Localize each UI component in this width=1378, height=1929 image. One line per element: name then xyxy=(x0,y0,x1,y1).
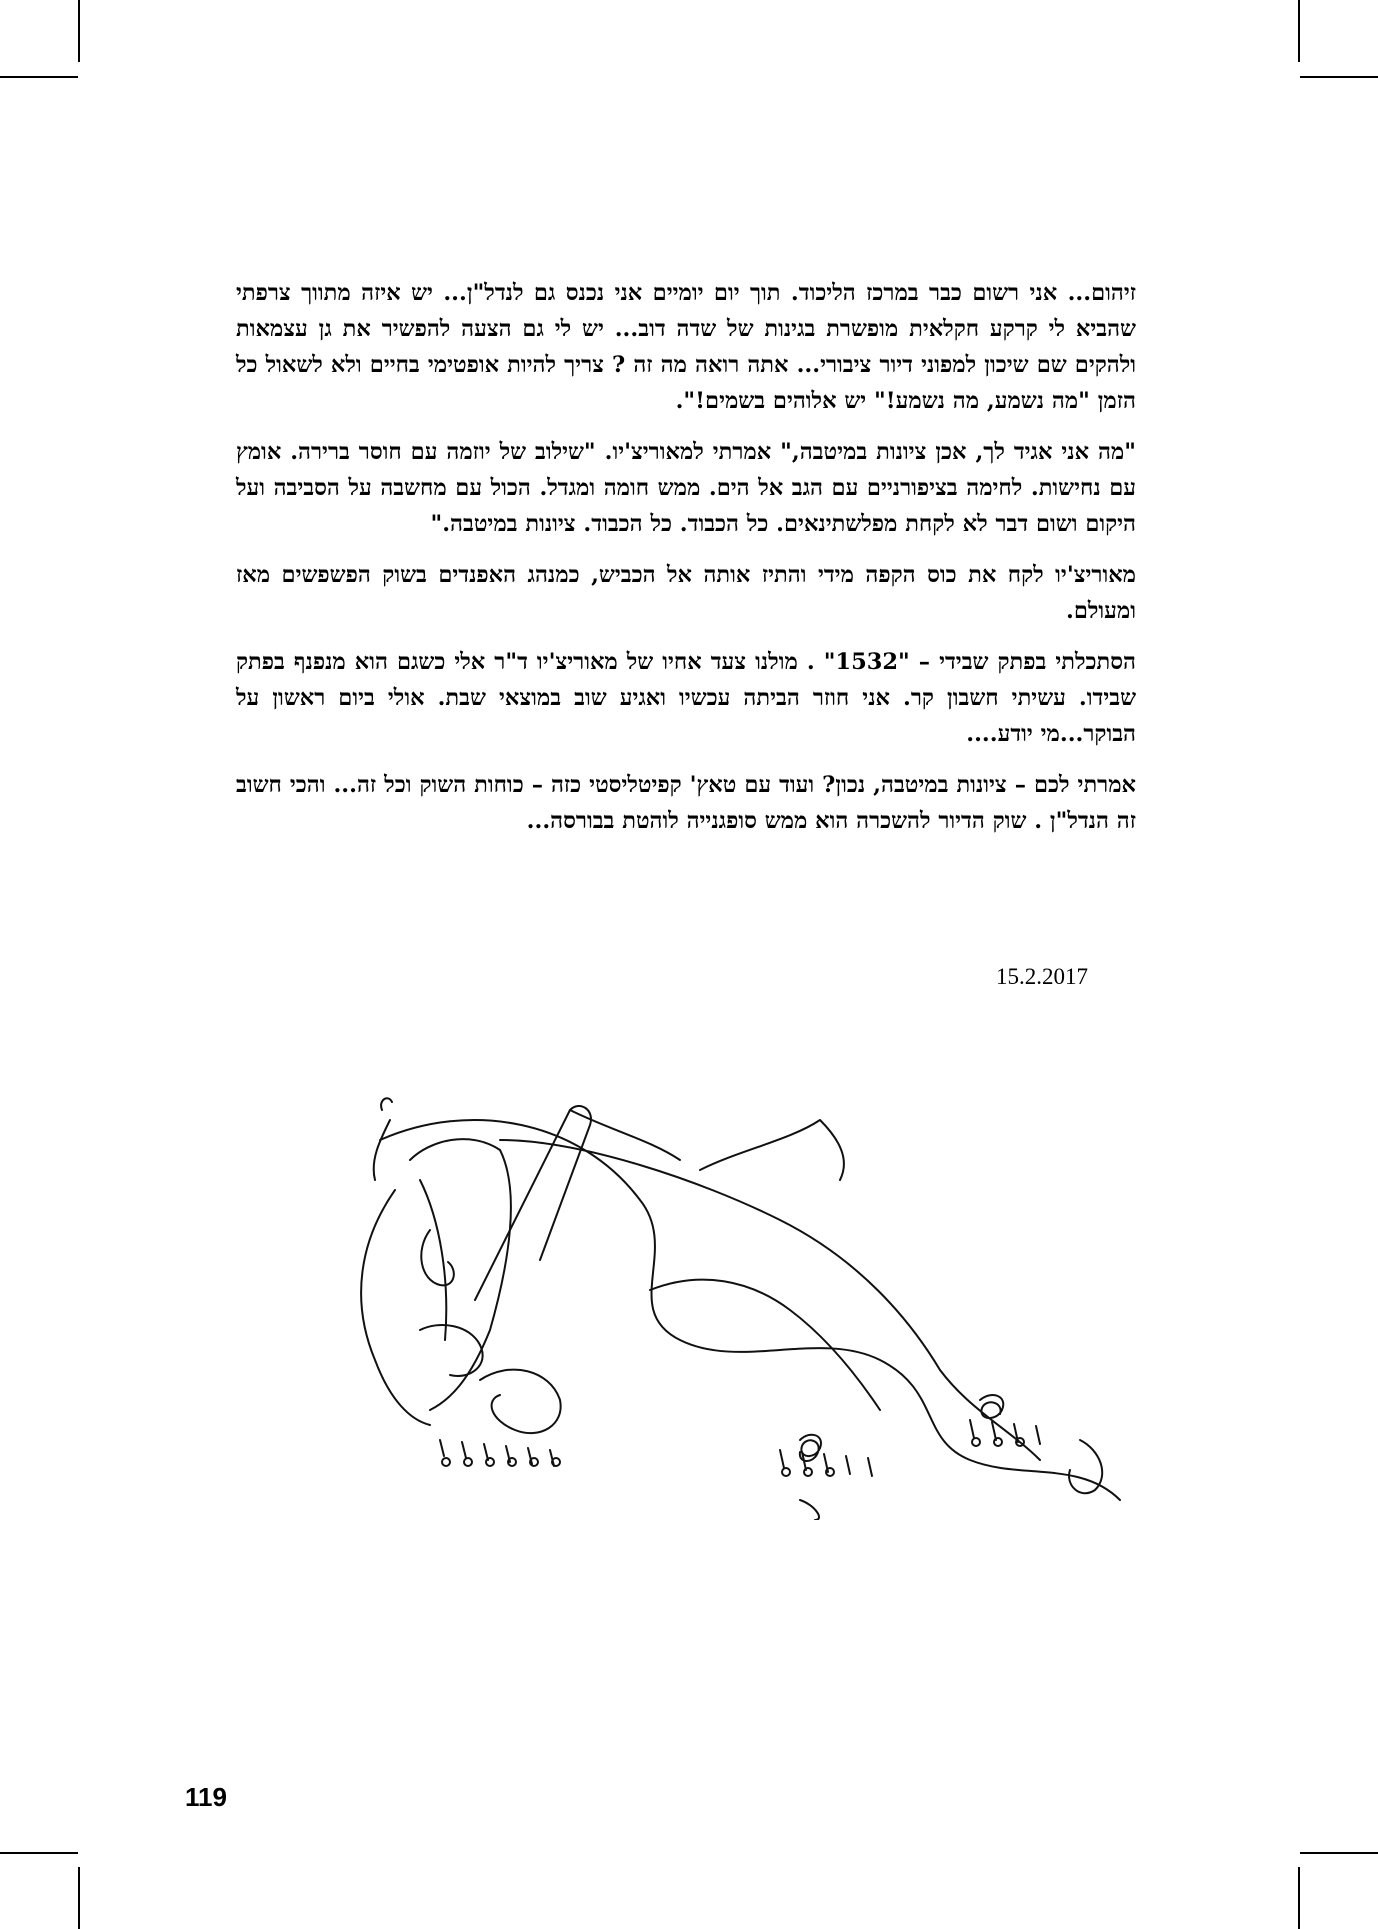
paragraph: זיהום... אני רשום כבר במרכז הליכוד. תוך יום יומיים אני נכנס גם לנדל"ן... יש איזה מתווך צרפתי שהביא לי קרקע חקלאית מופשרת בגינות של שדה דוב... יש לי גם הצעה להפשיר את גן עצמאות ולהקים שם שיכון למפוני דיור ציבורי... אתה רואה מה זה ? צריך להיות אופטימי בחיים ולא לשאול כל הזמן "מה נשמע, מה נשמע!" יש אלוהים בשמים!". xyxy=(236,280,1136,414)
crop-mark xyxy=(0,1852,78,1854)
crop-mark xyxy=(1300,1852,1378,1854)
crop-mark xyxy=(1300,76,1378,78)
ink-drawing-icon xyxy=(320,1080,1140,1520)
paragraph: "מה אני אגיד לך, אכן ציונות במיטבה," אמרתי למאוריצ'יו. "שילוב של יוזמה עם חוסר ברירה. אומץ עם נחישות. לחימה בציפורניים עם הגב אל הים. ממש חומה ומגדל. הכול עם מחשבה על הסביבה ועל היקום ושום דבר לא לקחת מפלשתינאים. כל הכבוד. כל הכבוד. ציונות במיטבה." xyxy=(236,439,1136,537)
crop-mark xyxy=(78,1867,80,1929)
paragraph: הסתכלתי בפתק שבידי – "1532" . מולנו צעד אחיו של מאוריצ'יו ד"ר אלי כשגם הוא מנפנף בפתק שבידו. עשיתי חשבון קר. אני חוזר הביתה עכשיו ואגיע שוב במוצאי שבת. אולי ביום ראשון על הבוקר...מי יודע.... xyxy=(236,649,1136,747)
body-text xyxy=(236,275,1136,854)
paragraph: אמרתי לכם – ציונות במיטבה, נכון? ועוד עם טאץ' קפיטליסטי כזה – כוחות השוק וכל זה... והכי חשוב זה הנדל"ן . שוק הדיור להשכרה הוא ממש סופגנייה לוהטת בבורסה... xyxy=(236,772,1136,834)
page-number: 119 xyxy=(185,1782,227,1812)
crop-mark xyxy=(78,0,80,62)
crop-mark xyxy=(0,76,78,78)
crop-mark xyxy=(1298,0,1300,62)
paragraph: מאוריצ'יו לקח את כוס הקפה מידי והתיז אותה אל הכביש, כמנהג האפנדים בשוק הפשפשים מאז ומעולם. xyxy=(236,562,1136,624)
crop-mark xyxy=(1298,1867,1300,1929)
date: 15.2.2017 xyxy=(996,964,1088,989)
